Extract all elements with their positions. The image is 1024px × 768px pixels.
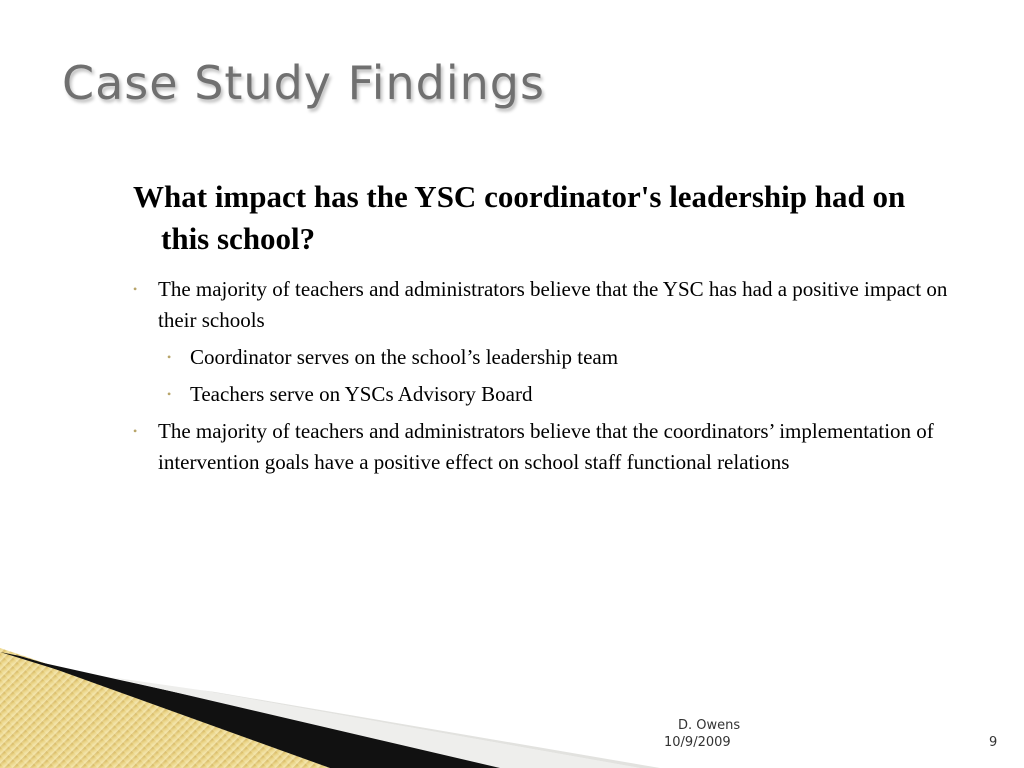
question-heading: What impact has the YSC coordinator's leadership had on this school? [133,179,906,256]
bullet-item-2 [133,416,953,478]
bullet-text: The majority of teachers and administrators believe that the coordinators’ implementation of intervention goals have a positive effect on school staff functional relations [158,419,934,474]
bullet-list [133,274,953,478]
bullet-icon: • [133,424,138,438]
slide-body [133,176,953,484]
sub-bullet-item-2 [158,379,953,410]
bullet-icon: • [167,350,172,364]
bullet-text: The majority of teachers and administrators believe that the YSC has had a positive impact on their schools [158,277,948,332]
bullet-icon: • [167,387,172,401]
slide-title: Case Study Findings [62,56,545,110]
page-number: 9 [989,735,998,750]
footer-date: 10/9/2009 [664,735,731,750]
sub-bullet-item-1 [158,342,953,373]
sub-bullet-list [158,342,953,410]
bullet-icon: • [133,282,138,296]
sub-bullet-text: Coordinator serves on the school’s leadership team [190,345,619,369]
bullet-item-1 [133,274,953,410]
sub-bullet-text: Teachers serve on YSCs Advisory Board [190,382,533,406]
footer-author: D. Owens [678,718,741,733]
